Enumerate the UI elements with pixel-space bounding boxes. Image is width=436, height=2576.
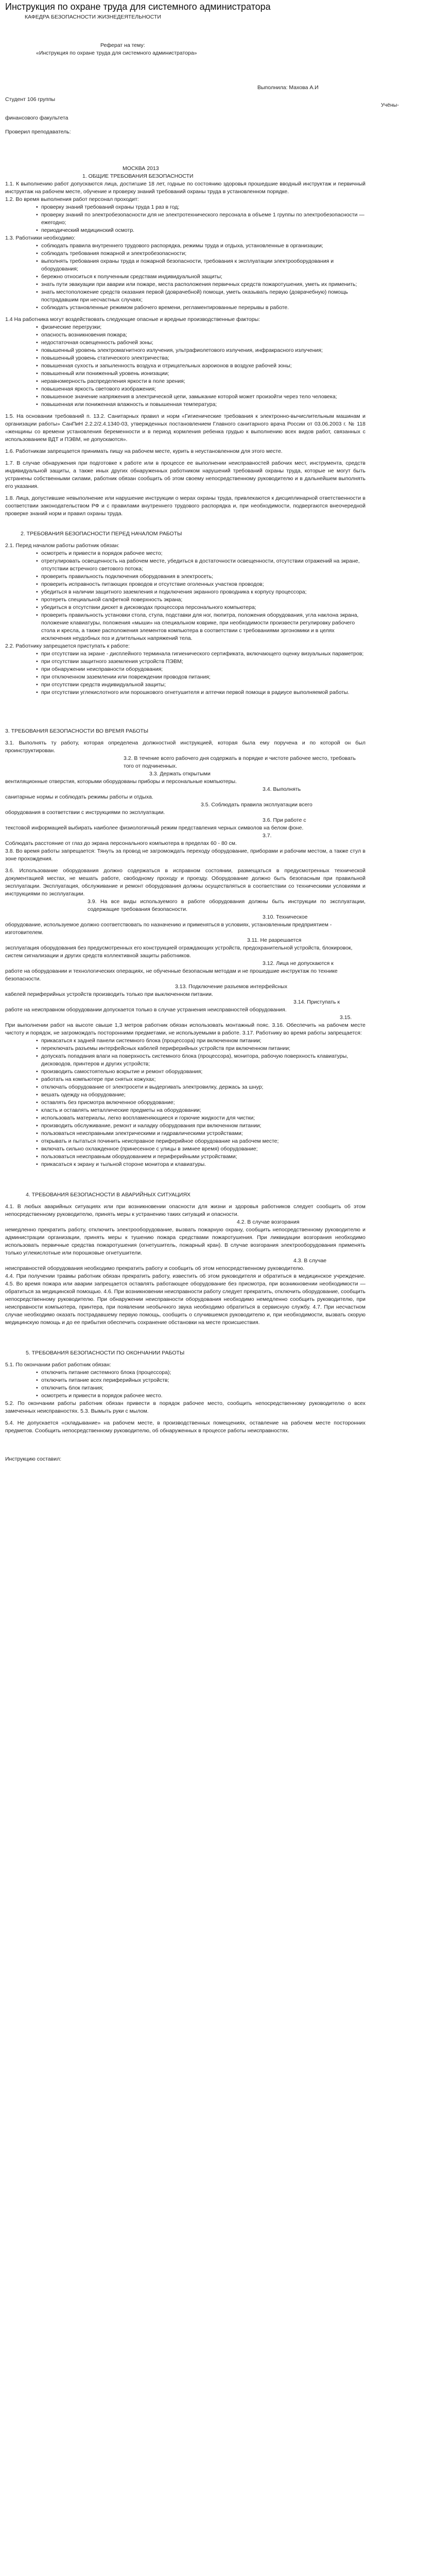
list-item: • при отсутствии средств индивидуальной защиты;	[36, 681, 365, 689]
s3-paragraph: работе на оборудовании и технологических операциях, не обученные безопасным методам и не прошедшие инструктаж по технике безопасности.	[5, 968, 338, 982]
list-item: • работать на компьютере при снятых кожухах;	[36, 1076, 365, 1083]
s4-paragraph: 4.3. В случае	[293, 1258, 327, 1264]
list-item: • оставлять без присмотра включенное оборудование;	[36, 1099, 365, 1107]
s1-paragraph: 1.7. В случае обнаружения при подготовке к работе или в процессе ее выполнении неисправностей рабочих мест, инструмента, средств индивидуальной защиты, а также иных других обнаруженных работником нарушений требований охраны труда, которые не могут быть устранены собственными силами, работник обязан сообщить об этом своему непосредственному руководителю и в дальнейшем выполнять его указания.	[5, 460, 365, 489]
list-item: • отключить питание системного блока (процессора);	[36, 1369, 365, 1377]
s3-paragraph: Соблюдать расстояние от глаз до экрана персонального компьютера в пределах 60 - 80 см.	[5, 840, 237, 846]
list-item: • знать пути эвакуации при аварии или пожаре, места расположения первичных средств пожаротушения, уметь их применить;	[36, 281, 365, 289]
list-item: • при отсутствии углекислотного или порошкового огнетушителя и аптечки первой помощи в радиусе выполняемой работы.	[36, 689, 365, 697]
referat-label: Реферат на тему:	[100, 42, 145, 48]
s3-paragraph: 3.6. Использование оборудования должно содержаться в исправном состоянии, размещаться в предусмотренных технической документацией местах, не мешать работе, свободному проходу и проезду. Оборудование должно быть безопасным при правильной эксплуатации. Эксплуатация, обслуживание и ремонт оборудования должны осуществляться в соответствии со техническими условиями и инструкциями по эксплуатации.	[5, 868, 365, 897]
faculty: финансового факультета	[5, 115, 68, 121]
list-item: • при обнаружении неисправности оборудования;	[36, 666, 365, 673]
list-item: • проверить исправность питающих проводов и отсутствие оголенных участков проводов;	[36, 581, 365, 588]
s3-paragraph: санитарные нормы и соблюдать режимы работы и отдыха.	[5, 794, 153, 800]
list-item: • знать местоположение средств оказания первой (доврачебной) помощи, уметь оказывать первую (доврачебную) помощь пострадавшим при несчастных случаях;	[36, 289, 365, 304]
list-item: • соблюдать требования пожарной и электробезопасности;	[36, 250, 365, 258]
list-item: • прикасаться к экрану и тыльной стороне монитора и клавиатуры.	[36, 1161, 365, 1168]
s3-paragraph: 3.5. Соблюдать правила эксплуатации всего	[201, 802, 312, 808]
s1-paragraph: 1.2. Во время выполнения работ персонал проходит:	[5, 196, 139, 202]
s5-paragraph: 5.4. Не допускается «складывание» на рабочем месте, в производственных помещениях, оставление на рабочем месте посторонних предметов. Сообщить непосредственному руководителю, об обнаруженных в процессе работы неисправностях.	[5, 1420, 365, 1434]
checked-by: Проверил преподаватель:	[5, 129, 71, 135]
s3-paragraph: 3.10. Техническое	[263, 914, 308, 920]
list-item: • проверку знаний требований охраны труда 1 раз в год;	[36, 204, 365, 211]
executed-by: Выполнила: Махова А.И	[257, 84, 319, 91]
list-item: • пользоваться неисправными электрическими и гидравлическими устройствами;	[36, 1130, 365, 1138]
section-2	[5, 530, 365, 697]
s1-paragraph: 1.8. Лица, допустившие невыполнение или нарушение инструкции о мерах охраны труда, привлекаются к дисциплинарной ответственности в соответствии законодательством РФ и с правилами внутреннего трудового распорядка и, при необходимости, подвергаются внеочередной проверке знаний норм и правил охраны труда.	[5, 495, 365, 517]
document-title: Инструкция по охране труда для системного администратора	[5, 2, 271, 12]
section-4	[5, 1191, 365, 1327]
s3-paragraph: 3.3. Держать открытыми	[149, 771, 211, 777]
list-item: • повышенная яркость светового изображения;	[36, 385, 365, 393]
s4-paragraph: 4.1. В любых аварийных ситуациях или при возникновении опасности для жизни и здоровья работников следует сообщить об этом непосредственному руководителю, принять меры к устранению таких ситуаций и опасности.	[5, 1204, 365, 1217]
list-item: • убедиться в отсутствии дискет в дисководах процессора персонального компьютера;	[36, 604, 365, 612]
s2-paragraph: 2.2. Работнику запрещается приступать к работе:	[5, 643, 130, 649]
scientist-label: Учёны-	[381, 102, 399, 108]
s3-paragraph: 3.2. В течение всего рабочего дня содержать в порядке и чистоте рабочее место, требовать того от подчиненных.	[124, 755, 356, 769]
list-item: • бережно относиться к полученным средствам индивидуальной защиты;	[36, 273, 365, 281]
list-item: • при отсутствии защитного заземления устройств ПЭВМ;	[36, 658, 365, 666]
s2-paragraph: 2.1. Перед началом работы работник обязан:	[5, 543, 119, 549]
list-item: • отключать оборудование от электросети и выдергивать электровилку, держась за шнур;	[36, 1083, 365, 1091]
list-item: • физические перегрузки;	[36, 324, 365, 331]
s3-paragraph: оборудования в соответствии с инструкциями по эксплуатации.	[5, 809, 165, 816]
list-item: • использовать материалы, легко воспламеняющиеся и горючие жидкости для чистки;	[36, 1114, 365, 1122]
compiled-by: Инструкцию составил:	[5, 1456, 62, 1462]
list-item: • соблюдать правила внутреннего трудового распорядка, режимы труда и отдыха, установленные в организации;	[36, 242, 365, 250]
s5-paragraph: 5.1. По окончании работ работник обязан:	[5, 1362, 111, 1368]
list-item: • повышенная сухость и запыленность воздуха и отрицательных аэроионов в воздухе рабочей зоны;	[36, 362, 365, 370]
s3-paragraph: 3.8. Во время работы запрещается: Тянуть за провод не загромождать переходу оборудование, приборами и рабочим местом, а также стул в зоне прохождения.	[5, 848, 365, 862]
s4-paragraph: 4.4. При получении травмы работник обязан прекратить работу, известить об этом руководителя и обратиться в медицинское учреждение. 4.5. Во время пожара или аварии запрещается оставлять работающее оборудование без присмотра, при возникновении необходимости — обратиться за медицинской помощью. 4.6. При возникновении неисправности работу следует прекратить, отключить оборудование, сообщить непосредственному руководителю. При обнаружении неисправности оборудования необходимо немедленно сообщить руководителю, при неисправности компьютера, принтера, при появлении необычного звука необходимо обратиться в сервисную службу. 4.7. При несчастном случае необходимо оказать пострадавшему первую помощь, сообщить о случившемся руководителю и, при необходимости, вызвать скорую медицинскую помощь и до ее прибытия обеспечить сохранение обстановки на месте происшествия.	[5, 1273, 365, 1326]
s1-list-1	[5, 204, 365, 234]
list-item: • пользоваться неисправным оборудованием и периферийными устройствами;	[36, 1153, 365, 1161]
list-item: • допускать попадания влаги на поверхность системного блока (процессора), монитора, рабочую поверхность клавиатуры, дисководов, принтеров и других устройств;	[36, 1053, 365, 1068]
s5-list	[5, 1369, 365, 1400]
section-3	[5, 727, 365, 1168]
list-item: • производить самостоятельно вскрытие и ремонт оборудования;	[36, 1068, 365, 1076]
list-item: • повышенная или пониженная влажность и повышенная температура;	[36, 401, 365, 409]
list-item: • периодический медицинский осмотр.	[36, 227, 365, 234]
list-item: • повышенное значение напряжения в электрической цепи, замыкание которой может произойти через тело человека;	[36, 393, 365, 401]
s1-list-2	[5, 242, 365, 312]
list-item: • протереть специальной салфеткой поверхность экрана;	[36, 596, 365, 604]
list-item: • убедиться в наличии защитного заземления и подключения экранного проводника к корпусу процессора;	[36, 588, 365, 596]
s3-paragraph: 3.4. Выполнять	[263, 786, 301, 792]
section-2-title: 2. ТРЕБОВАНИЯ БЕЗОПАСНОСТИ ПЕРЕД НАЧАЛОМ РАБОТЫ	[21, 531, 182, 537]
student-group: Студент 106 группы	[5, 96, 56, 103]
list-item: • переключать разъемы интерфейсных кабелей периферийных устройств при включенном питании;	[36, 1045, 365, 1053]
list-item: • проверить правильность подключения оборудования в электросеть;	[36, 573, 365, 581]
s3-paragraph: 3.14. Приступать к	[293, 999, 340, 1005]
s5-paragraph: 5.2. По окончании работы работник обязан привести в порядок рабочее место, сообщить непосредственному руководителю о всех замеченных неисправностях. 5.3. Вымыть руки с мылом.	[5, 1400, 365, 1414]
list-item: • при отсутствии на экране - дисплейного терминала гигиенического сертификата, включающего оценку визуальных параметров;	[36, 650, 365, 658]
list-item: • производить обслуживание, ремонт и наладку оборудования при включенном питании;	[36, 1122, 365, 1130]
list-item: • опасность возникновения пожара;	[36, 331, 365, 339]
s1-paragraph: 1.4 На работника могут воздействовать следующие опасные и вредные производственные факторы:	[5, 316, 260, 323]
section-1-title: 1. ОБЩИЕ ТРЕБОВАНИЯ БЕЗОПАСНОСТИ	[82, 173, 194, 179]
list-item: • открывать и пытаться починить неисправное периферийное оборудование на рабочем месте;	[36, 1138, 365, 1145]
section-4-title: 4. ТРЕБОВАНИЯ БЕЗОПАСНОСТИ В АВАРИЙНЫХ СИТУАЦИЯХ	[26, 1192, 191, 1198]
list-item: • повышенный или пониженный уровень ионизации;	[36, 370, 365, 378]
list-item: • прикасаться к задней панели системного блока (процессора) при включенном питании;	[36, 1037, 365, 1045]
list-item: • включать сильно охлажденное (принесенное с улицы в зимнее время) оборудование;	[36, 1145, 365, 1153]
s3-paragraph: эксплуатация оборудования без предусмотренных его конструкцией ограждающих устройств, предохранительной устройств, блокировок, систем сигнализации и других средств коллективной защиты работников.	[5, 945, 353, 959]
s3-paragraph: вентиляционные отверстия, которыми оборудованы приборы и персональные компьютеры.	[5, 778, 237, 785]
s4-paragraph: немедленно прекратить работу, отключить электрооборудование, вызвать пожарную охрану, сообщить непосредственному руководителю и администрации организации, принять меры к тушению пожара средствами пожаротушения. При ликвидации возгорания необходимо использовать первичные средства пожаротушения (огнетушитель, пожарный кран). В случае возгорания электрооборудования применять только углекислотные или порошковые огнетушители.	[5, 1227, 365, 1256]
list-item: • класть и оставлять металлические предметы на оборудовании;	[36, 1107, 365, 1114]
list-item: • осмотреть и привести в порядок рабочее место.	[36, 1392, 365, 1400]
s3-paragraph: 3.9. На все виды используемого в работе оборудования должны быть инструкции по эксплуатации, содержащие требования безопасности.	[88, 899, 365, 912]
list-item: • повышенный уровень электромагнитного излучения, ультрафиолетового излучения, инфракрасного излучения;	[36, 347, 365, 354]
list-item: • повышенный уровень статического электричества;	[36, 354, 365, 362]
s4-paragraph: 4.2. В случае возгорания	[237, 1219, 300, 1225]
s1-list-3	[5, 324, 365, 409]
city-year: МОСКВА 2013	[123, 165, 159, 172]
list-item: • отрегулировать освещенность на рабочем месте, убедиться в достаточности освещенности, отсутствии отражений на экране, отсутствии встречного светового потока;	[36, 557, 365, 573]
s3-paragraph: текстовой информацией выбирать наиболее физиологичный режим представления черных символов на белом фоне.	[5, 825, 304, 831]
s3-paragraph: 3.13. Подключение разъемов интерфейсных	[175, 984, 288, 990]
referat-topic: «Инструкция по охране труда для системного администратора»	[36, 50, 197, 56]
s3-paragraph: 3.7.	[263, 833, 272, 839]
s3-paragraph: 3.12. Лица не допускаются к	[263, 960, 334, 967]
list-item: • недостаточная освещенность рабочей зоны;	[36, 339, 365, 347]
s3-paragraph: 3.15.	[340, 1014, 352, 1021]
s3-paragraph: 3.1. Выполнять ту работу, которая определена должностной инструкцией, которая была ему поручена и по которой он был проинструктирован.	[5, 740, 365, 754]
s2-list-1	[5, 550, 365, 642]
section-1	[5, 173, 365, 518]
section-3-title: 3. ТРЕБОВАНИЯ БЕЗОПАСНОСТИ ВО ВРЕМЯ РАБОТЫ	[5, 728, 149, 734]
list-item: • соблюдать установленные режимом рабочего времени, регламентированные перерывы в работе.	[36, 304, 365, 312]
list-item: • отключить блок питания;	[36, 1384, 365, 1392]
s1-paragraph: 1.1. К выполнению работ допускаются лица, достигшие 18 лет, годные по состоянию здоровья прошедшие вводный инструктаж и первичный инструктаж на рабочем месте, обучение и проверку знаний требований охраны труда в установленном порядке.	[5, 181, 365, 195]
s3-list	[5, 1037, 365, 1168]
section-5-title: 5. ТРЕБОВАНИЯ БЕЗОПАСНОСТИ ПО ОКОНЧАНИИ РАБОТЫ	[26, 1350, 185, 1356]
s4-paragraph: неисправностей оборудования необходимо прекратить работу и сообщить об этом непосредственному руководителю.	[5, 1265, 305, 1272]
section-5	[5, 1349, 365, 1435]
list-item: • выполнять требования охраны труда и пожарной безопасности, требования к эксплуатации электрооборудования и оборудования;	[36, 258, 365, 273]
list-item: • при отключенном заземлении или повреждении проводов питания;	[36, 673, 365, 681]
list-item: • осмотреть и привести в порядок рабочее место;	[36, 550, 365, 557]
s3-paragraph: 3.6. При работе с	[263, 817, 306, 823]
list-item: • проверку знаний по электробезопасности для не электротехнического персонала в объеме 1 группы по электробезопасности — ежегодно;	[36, 211, 365, 227]
s1-paragraph: 1.3. Работники необходимо:	[5, 235, 76, 241]
s1-paragraph: 1.6. Работникам запрещается принимать пищу на рабочем месте, курить в неустановленном для этого месте.	[5, 448, 283, 454]
s3-paragraph: При выполнении работ на высоте свыше 1,3 метров работник обязан использовать монтажный пояс. 3.16. Обеспечить на рабочем месте чистоту и порядок, не загромождать посторонними предметами, не используемыми в работе. 3.17. Работнику во время работы запрещается:	[5, 1022, 365, 1036]
s2-list-2	[5, 650, 365, 697]
s3-paragraph: оборудование, используемое должно соответствовать по назначению и применяться в условиях, установленным предприятием - изготовителем.	[5, 922, 332, 936]
list-item: • неравномерность распределения яркости в поле зрения;	[36, 378, 365, 385]
s1-paragraph: 1.5. На основании требований п. 13.2. Санитарных правил и норм «Гигиенические требования к электронно-вычислительным машинам и организации работы» СанПиН 2.2.2/2.4.1340-03, утвержденных постановлением Главного санитарного врача России от 03.06.2003 г. № 118 «женщины со времени установления беременности и в период кормления ребенка грудью к выполнению всех видов работ, связанных с использованием ВДТ и ПЭВМ, не допускаются».	[5, 413, 365, 443]
s3-paragraph: 3.11. Не разрешается	[247, 937, 302, 943]
list-item: • отключить питание всех периферийных устройств;	[36, 1377, 365, 1384]
s3-paragraph: кабелей периферийных устройств производить только при выключенном питании.	[5, 991, 213, 997]
list-item: • вешать одежду на оборудование;	[36, 1091, 365, 1099]
list-item: • проверить правильность установки стола, стула, подставки для ног, пюпитра, положения оборудования, угла наклона экрана, положение клавиатуры, положения «мыши» на специальном коврике, при необходимости произвести регулировку рабочего стола и кресла, а также расположения элементов компьютера в соответствии с требованиями эргономики и в целях исключения неудобных поз и длительных напряжений тела.	[36, 612, 365, 642]
department-name: КАФЕДРА БЕЗОПАСНОСТИ ЖИЗНЕДЕЯТЕЛЬНОСТИ	[25, 14, 161, 20]
s3-paragraph: работе на неисправном оборудовании допускается только в случае устранения неисправностей оборудования.	[5, 1007, 287, 1013]
